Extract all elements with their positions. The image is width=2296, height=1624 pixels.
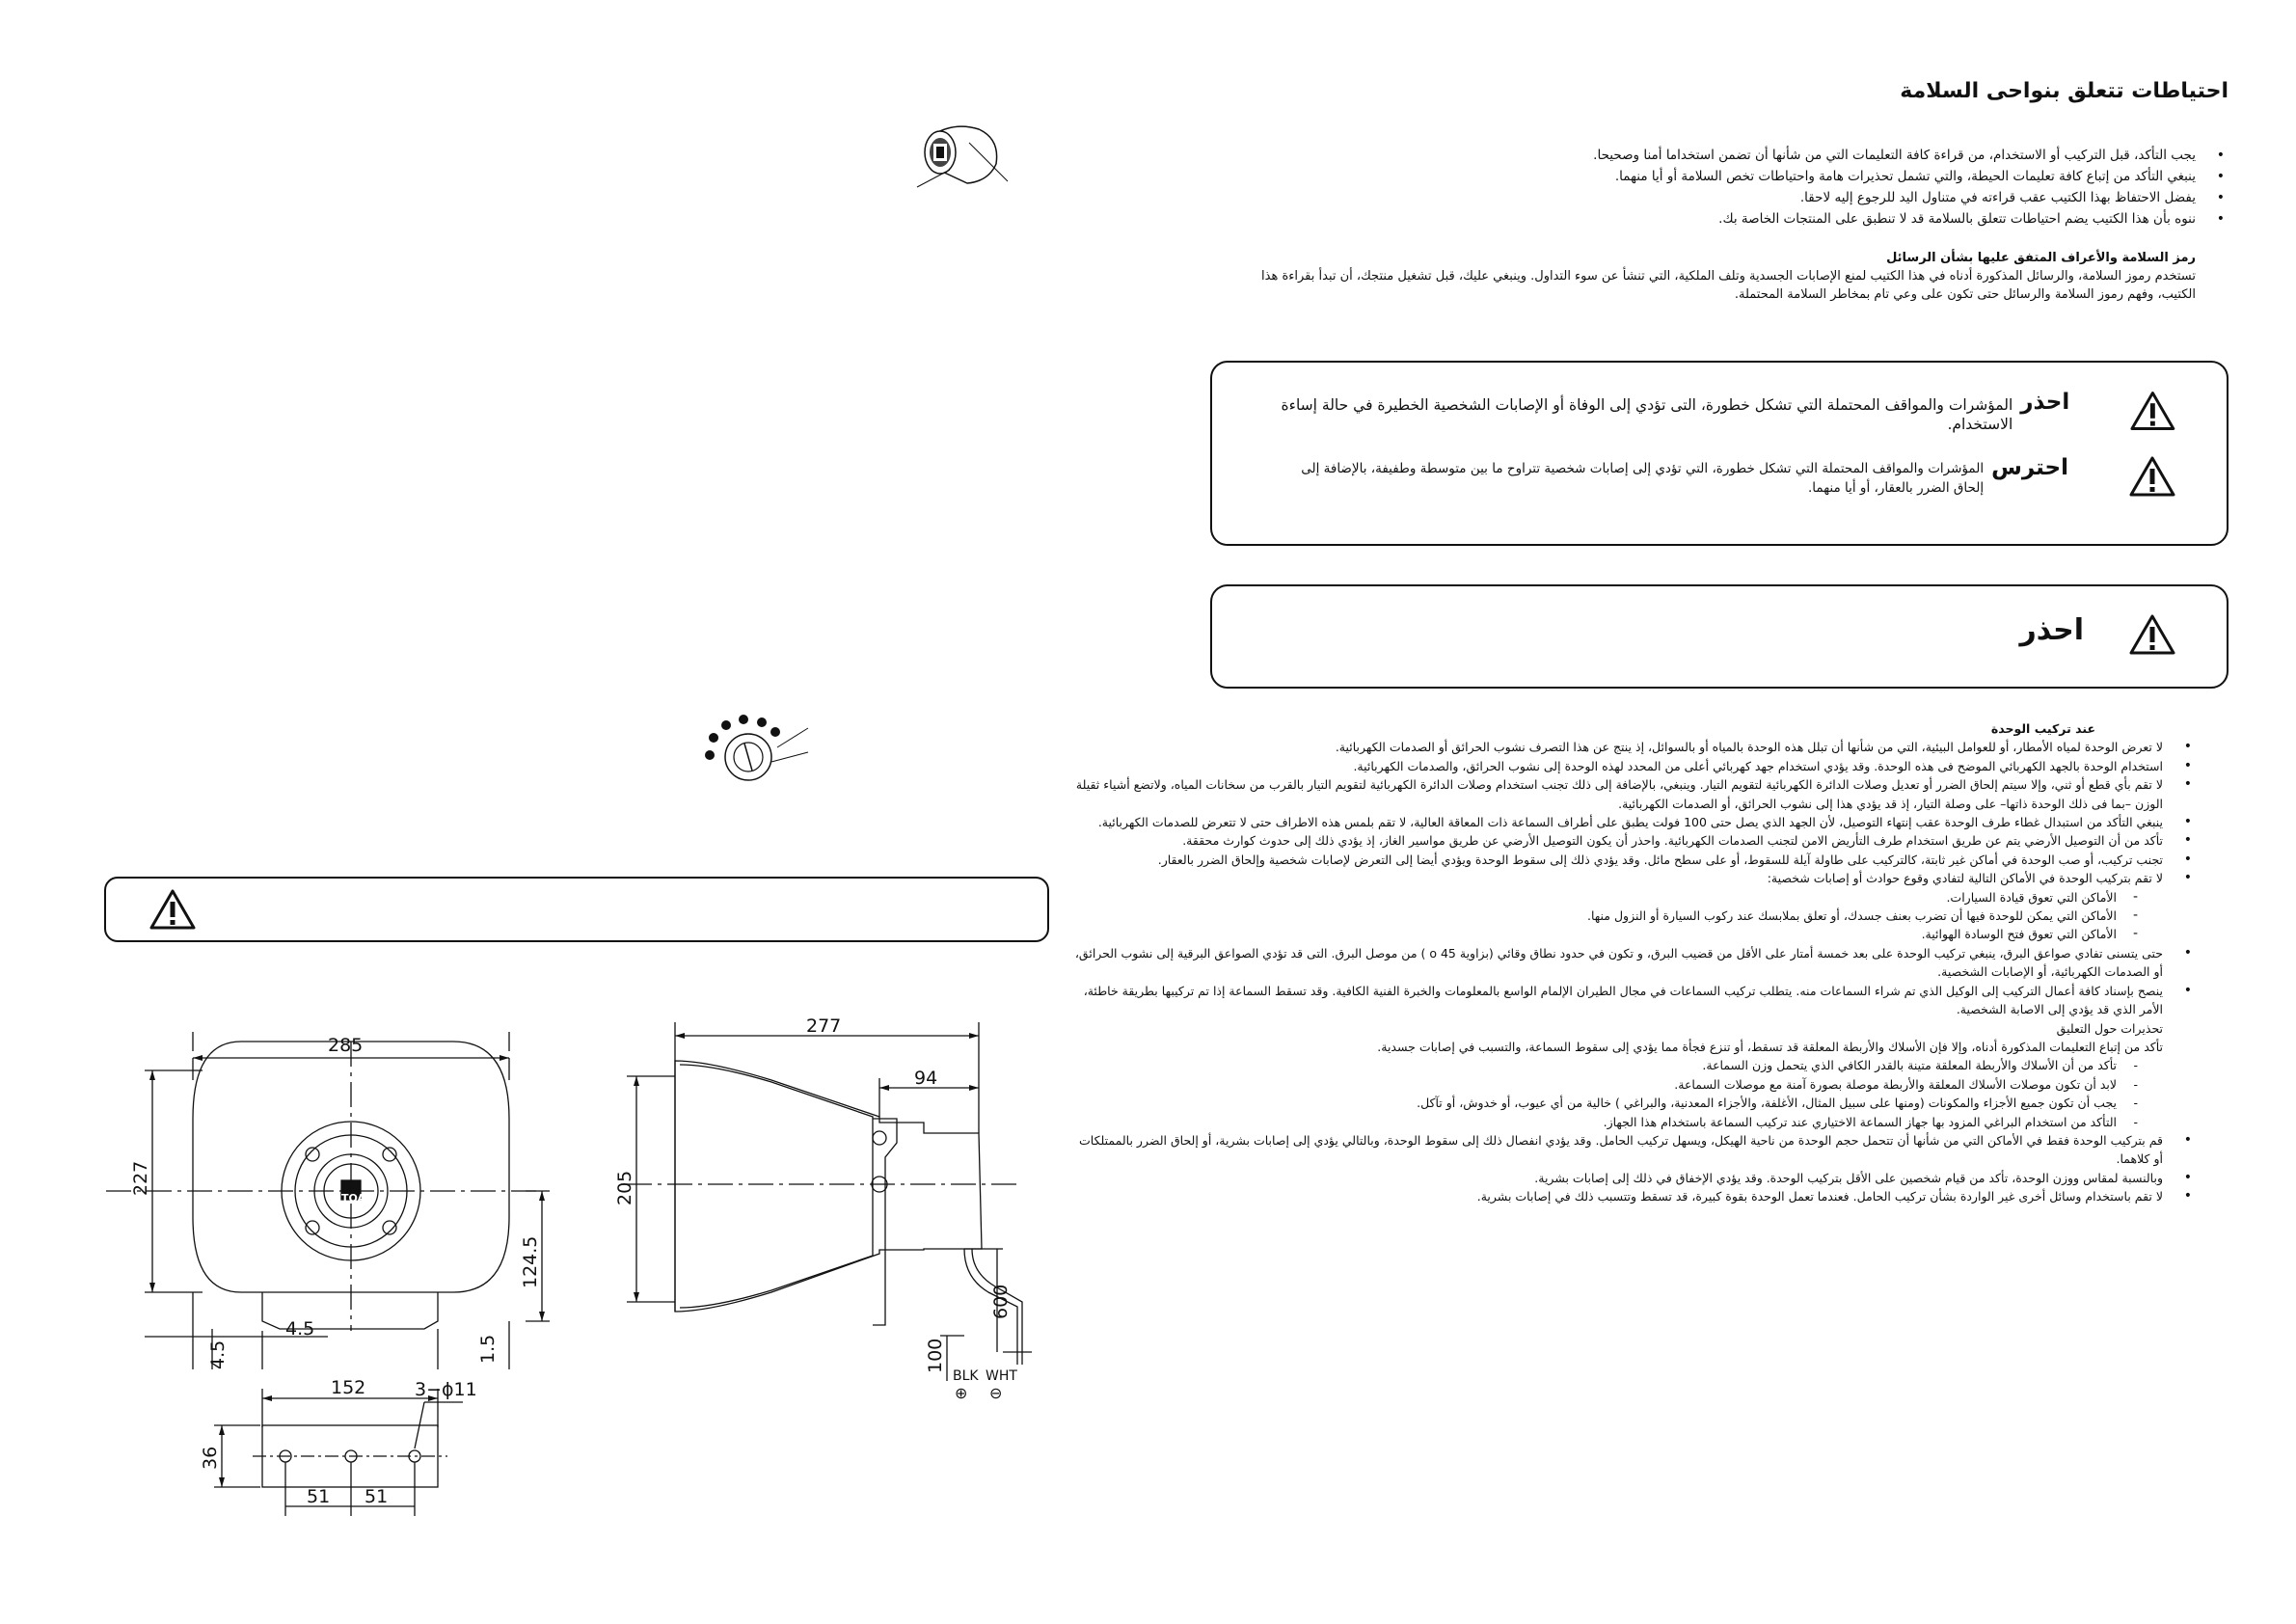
warning-triangle-icon xyxy=(2128,613,2176,656)
suspension-heading: تحذيرات حول التعليق xyxy=(2056,1020,2163,1036)
suspension-item: - التأكد من استخدام البراغي المزود بها جهاز السماعة الاختياري عند تركيب السماعة باستخدام هذا الجهاز. xyxy=(1067,1113,2138,1131)
warning-triangle-icon xyxy=(2128,455,2176,498)
signal-word-legend-box xyxy=(1210,361,2228,546)
tap-selector-illustration xyxy=(694,709,820,796)
suspension-item: - لابد أن تكون موصلات الأسلاك المعلقة والأربطة موصلة بصورة آمنة مع موصلات السماعة. xyxy=(1067,1075,2138,1094)
warning-box-left xyxy=(104,877,1049,942)
installation-item: • لا تعرض الوحدة لمياه الأمطار، أو للعوامل البيئية، التي من شأنها أن تبلل هذه الوحدة بالمياه أو بالسوائل، إذ ينتج عن هذا التصرف نشوب الحرائق أو الصدمات الكهربائية. xyxy=(1067,738,2196,756)
installation-item: • تجنب تركيب، أو صب الوحدة في أماكن غير ثابتة، كالتركيب على طاولة آيلة للسقوط، أو على سطح مائل. وقد يؤدي ذلك إلى سقوط الوحدة ويؤدي أيضا إلى التعرض لإصابات شخصية وإلحاق الضرر بالعقار. xyxy=(1067,851,2196,869)
installation-subitem: - الأماكن التي تعوق فتح الوسادة الهوائية. xyxy=(1067,925,2138,943)
intro-bullet: • يفضل الاحتفاظ بهذا الكتيب عقب قراءته في متناول اليد للرجوع إليه لاحقا. xyxy=(1264,187,2228,208)
installation-sublist xyxy=(1067,888,2163,944)
installation-item: • لا تقم بأي قطع أو ثني، وإلا سيتم إلحاق الضرر أو تعديل وصلات الدائرة الكهربائية لتقويم التيار. وينبغي، بالإضافة إلى ذلك تجنب استخدام وصلات الدائرة الكهربائية لتقويم التيار بالقرب من سخانات المياه، ولاتضع أشياء ثقيلة الوزن –بما فى ذلك الوحدة ذاتها– على وصلة التيار، إذ قد يؤدي هذا إلى نشوب الحرائق، أو الصدمات الكهربائية. xyxy=(1067,775,2196,813)
installation-subitem: - الأماكن التي تعوق قيادة السيارات. xyxy=(1067,888,2138,907)
wire-white-label: WHT xyxy=(986,1368,1017,1384)
installation-subitem: - الأماكن التي يمكن للوحدة فيها أن تضرب بعنف جسدك، أو تعلق بملابسك عند ركوب السيارة أو النزول منها. xyxy=(1067,907,2138,925)
warning-box-label: احذر xyxy=(2019,613,2084,647)
installation-heading: عند تركيب الوحدة xyxy=(1990,721,2095,736)
front-logo-text: TOA xyxy=(341,1192,366,1204)
wire-black-label: BLK xyxy=(953,1368,979,1384)
side-rear-label: 94 xyxy=(914,1068,938,1089)
installation-item-text: لا تقم بتركيب الوحدة في الأماكن التالية لتفادي وقوع حوادث أو إصابات شخصية: xyxy=(1767,871,2163,886)
front-side-foot-label: 4.5 xyxy=(207,1340,229,1369)
legend-warning-text: المؤشرات والمواقف المحتملة التي تشكل خطورة، التى تؤدي إلى الوفاة أو الإصابات الشخصية الخطيرة في حالة إساءة الاستخدام. xyxy=(1281,396,2013,433)
side-view-drawing xyxy=(627,1022,1032,1381)
installation-item: • استخدام الوحدة بالجهد الكهربائي الموضح فى هذه الوحدة. وقد يؤدي استخدام جهد كهربائي أعلى من المحدد لهذه الوحدة إلى نشوب الحرائق، والصدمات الكهربائية. xyxy=(1067,757,2196,775)
front-view-drawing xyxy=(106,1032,550,1516)
suspension-item: - يجب أن تكون جميع الأجزاء والمكونات (ومنها على سبيل المثال، الأغلفة، والأجزاء المعدنية، والبراغي ) خالية من أي عيوب، أو خدوش، أو تآكل. xyxy=(1067,1094,2138,1112)
bracket-pitch-right-label: 51 xyxy=(365,1486,389,1507)
front-foot-label: 4.5 xyxy=(285,1318,315,1340)
side-cable-end-label: 100 xyxy=(925,1338,946,1373)
front-half-height-label: 124.5 xyxy=(520,1235,541,1288)
installation-item xyxy=(1067,869,2196,944)
suspension-list xyxy=(1067,1056,2196,1131)
bracket-span-label: 152 xyxy=(331,1377,366,1398)
speaker-driver-illustration xyxy=(911,114,1017,191)
legend-caution-row xyxy=(1231,455,2176,498)
bracket-height-label: 36 xyxy=(200,1446,221,1470)
installation-item: • حتى يتسنى تفادي صواعق البرق، ينبغي تركيب الوحدة على بعد خمسة أمتار على الأقل من قضيب البرق، و تكون في حدود نطاق وقائي (بزاوية 45 ο ) من موصل البرق. التى قد تؤدي الصواعق البرقية إلى نشوب الحرائق، أو الصدمات الكهربائية، أو الإصابات الشخصية. xyxy=(1067,944,2196,982)
installation-item: • ينبغي التأكد من استبدال غطاء طرف الوحدة عقب إنتهاء التوصيل، لأن الجهد الذي يصل حتى 100 فولت يطبق على أطراف السماعة ذات المعاقة العالية، لا تقم بلمس هذه الاطراف حتى لا تتعرض للصدمات الكهربائية. xyxy=(1067,813,2196,831)
installation-item: • لا تقم باستخدام وسائل أخرى غير الواردة بشأن تركيب الحامل. فعندما تعمل الوحدة بقوة كبيرة، قد تسقط وتتسبب ذلك في إصابات بشرية. xyxy=(1067,1187,2196,1205)
warning-triangle-icon xyxy=(2129,390,2176,432)
legend-caution-label: احترس xyxy=(1991,455,2068,480)
intro-bullet: • ننوه بأن هذا الكتيب يضم احتياطات تتعلق بالسلامة قد لا تنطبق على المنتجات الخاصة بك. xyxy=(1264,208,2228,230)
dimension-drawings xyxy=(0,1003,1138,1620)
intro-bullet: • ينبغي التأكد من إتباع كافة تعليمات الحيطة، والتي تشمل تحذيرات هامة واحتياطات تخص السلامة أو أيا منهما. xyxy=(1264,166,2228,187)
side-height-label: 205 xyxy=(614,1170,635,1205)
safety-symbols-section xyxy=(1231,249,2196,304)
minus-terminal-icon: ⊖ xyxy=(989,1384,1003,1402)
front-thickness-label: 1.5 xyxy=(477,1334,499,1364)
warning-box-row xyxy=(2012,613,2176,656)
front-width-label: 285 xyxy=(328,1035,364,1056)
installation-item: • قم بتركيب الوحدة فقط في الأماكن التي من شأنها أن تتحمل حجم الوحدة من ناحية الهيكل، ويسهل تركيب الحامل. وقد يؤدي انفصال ذلك إلى سقوط الوحدة، وبالتالي يؤدي إلى إصابات بشرية، أو إلحاق الضرر بالممتلكات أو كلاهما. xyxy=(1067,1131,2196,1169)
installation-item: • تأكد من أن التوصيل الأرضي يتم عن طريق استخدام طرف التأريض الامن لتجنب الصدمات الكهربائية. واحذر أن يكون التوصيل الأرضي عن طريق مواسير الغاز، إذ يؤدي ذلك إلى حدوث كوارث محققة. xyxy=(1067,831,2196,850)
installation-list-end xyxy=(1067,1131,2196,1206)
bracket-hole-label: 3−ϕ11 xyxy=(415,1379,477,1400)
front-height-label: 227 xyxy=(130,1160,151,1196)
safety-symbols-heading: رمز السلامة والأعراف المتفق عليها بشأن الرسائل xyxy=(1886,251,2196,265)
warning-triangle-icon xyxy=(149,888,197,931)
suspension-intro: تأكد من إتباع التعليمات المذكورة أدناه، وإلا فإن الأسلاك والأربطة المعلقة قد تسقط، أو تنزع فجأة مما يؤدي إلى سقوط السماعة، والتسبب في إصابات جسدية. xyxy=(1377,1039,2163,1054)
bracket-pitch-left-label: 51 xyxy=(307,1486,331,1507)
installation-list xyxy=(1067,738,2196,1018)
intro-bullet: • يجب التأكد، قبل التركيب أو الاستخدام، من قراءة كافة التعليمات التي من شأنها أن تضمن استخداما أمنا وصحيحا. xyxy=(1264,145,2228,166)
legend-warning-row xyxy=(1231,390,2176,434)
side-cable-label: 600 xyxy=(990,1284,1012,1319)
side-depth-label: 277 xyxy=(806,1015,842,1037)
intro-list xyxy=(1264,145,2228,230)
installation-item: • ينصح بإسناد كافة أعمال التركيب إلى الوكيل الذي تم شراء السماعات منه. يتطلب تركيب السماعات في مجال الطيران الإلمام الواسع بالمعلومات والخبرة الفنية الكافية. وقد تسقط السماعة إذا تم تركيبها بطريقة خاطئة، الأمر الذي قد يؤدي إلى الاصابة الشخصية. xyxy=(1067,982,2196,1019)
warning-box xyxy=(1210,584,2228,689)
suspension-item: - تأكد من أن الأسلاك والأربطة المعلقة متينة بالقدر الكافي الذي يتحمل وزن السماعة. xyxy=(1067,1056,2138,1074)
page-title: احتياطات تتعلق بنواحى السلامة xyxy=(1900,79,2228,103)
installation-section xyxy=(1067,719,2196,1206)
installation-item: • وبالنسبة لمقاس ووزن الوحدة، تأكد من قيام شخصين على الأقل بتركيب الوحدة. وقد يؤدي الإخفاق في ذلك إلى إصابات بشرية. xyxy=(1067,1169,2196,1187)
safety-symbols-text: تستخدم رموز السلامة، والرسائل المذكورة أدناه في هذا الكتيب لمنع الإصابات الجسدية وتلف الملكية، التي تنشأ عن سوء التداول. وينبغي عليك، قبل تشغيل منتجك، أن تبدأ بقراءة هذا الكتيب، وفهم رموز السلامة والرسائل حتى تكون على وعي تام بمخاطر السلامة المحتملة. xyxy=(1261,269,2196,302)
legend-caution-text: المؤشرات والمواقف المحتملة التي تشكل خطورة، التي تؤدي إلى إصابات شخصية تتراوح ما بين متوسطة وطفيفة، بالإضافة إلى إلحاق الضرر بالعقار، أو أيا منهما. xyxy=(1301,461,1985,496)
plus-terminal-icon: ⊕ xyxy=(955,1384,968,1402)
legend-warning-label: احذر xyxy=(2020,390,2070,415)
